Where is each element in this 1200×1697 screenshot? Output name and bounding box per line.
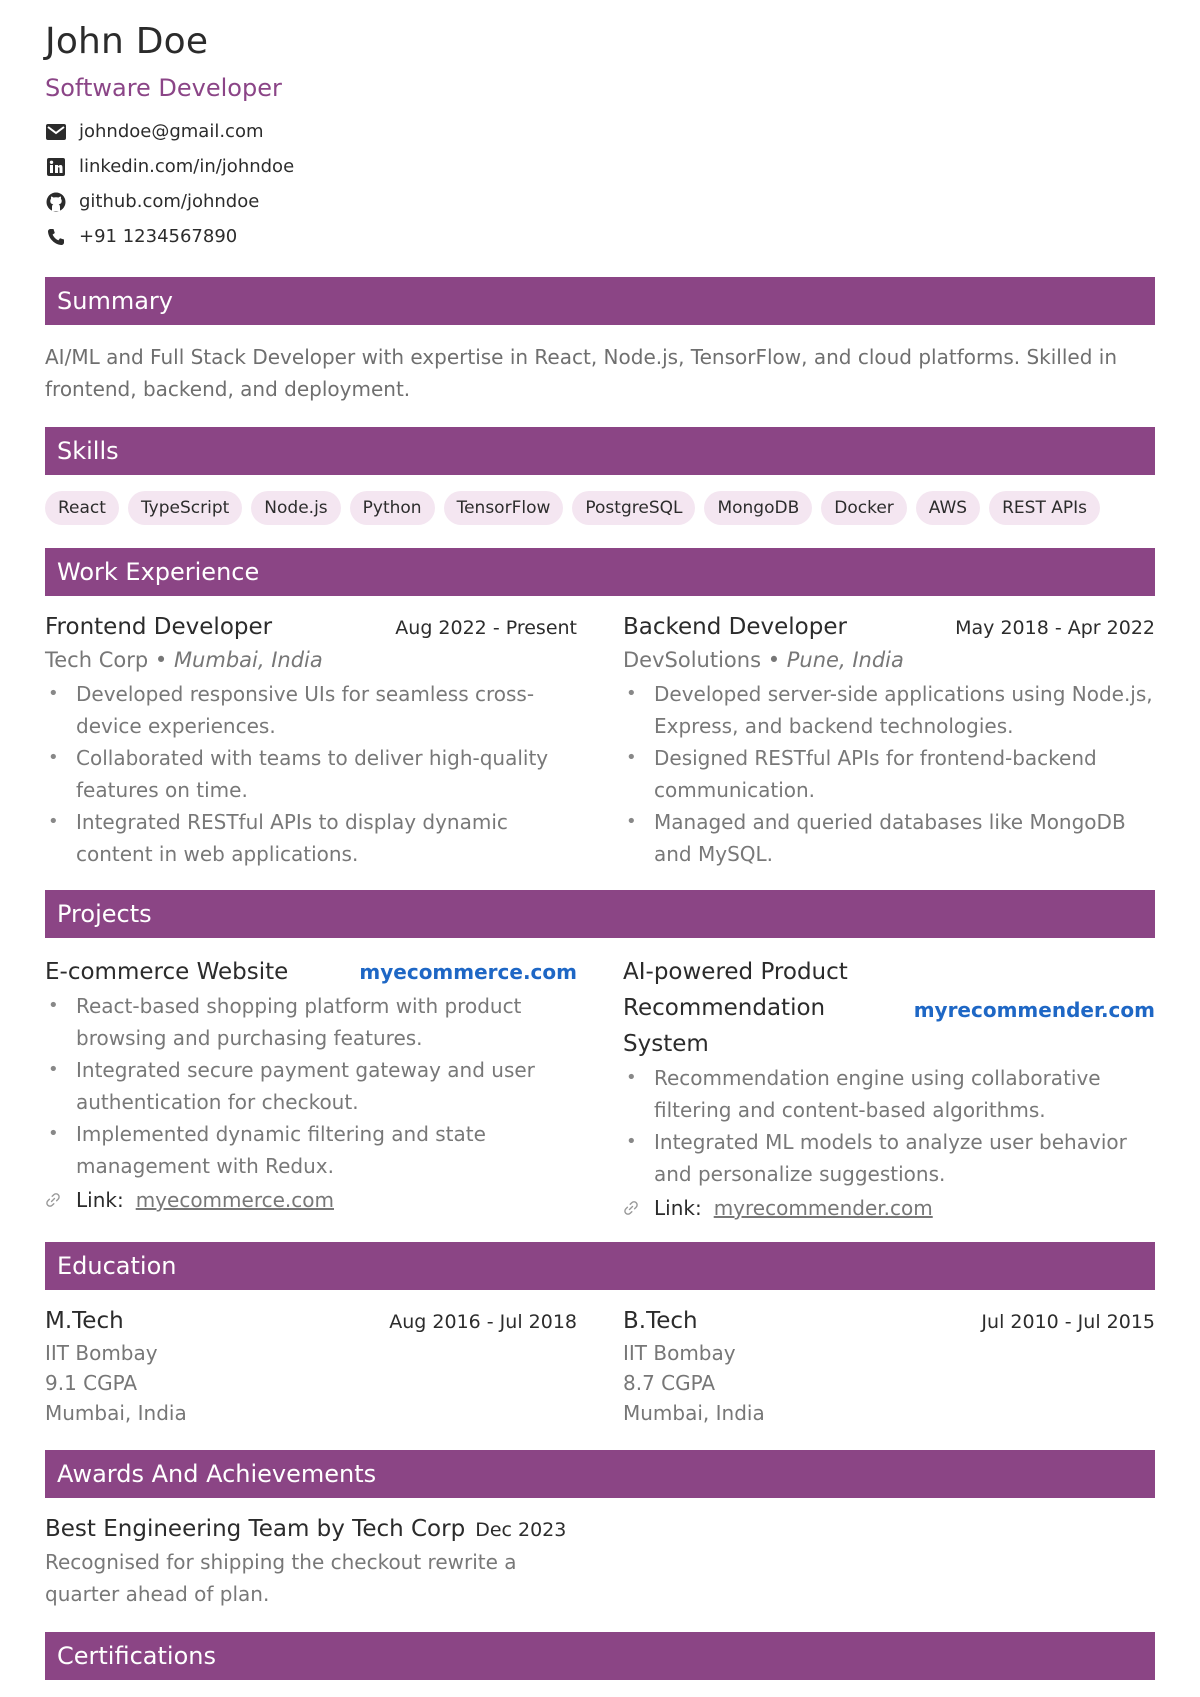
skills-list (45, 491, 1155, 525)
awards-heading: Awards And Achievements (45, 1450, 1155, 1498)
education-dates: Jul 2010 - Jul 2015 (981, 1311, 1155, 1333)
skill-chip: REST APIs (989, 491, 1100, 525)
education-dates: Aug 2016 - Jul 2018 (389, 1311, 577, 1333)
job-bullets (45, 678, 577, 870)
list-item: • React-based shopping platform with product browsing and purchasing features. (45, 990, 577, 1054)
project-link-row (623, 1196, 1155, 1220)
summary-text: AI/ML and Full Stack Developer with expertise in React, Node.js, TensorFlow, and cloud platforms. Skilled in frontend, backend, and deployment. (45, 345, 1117, 401)
education-list (45, 1308, 1155, 1428)
project-link-row (45, 1188, 577, 1212)
list-item: • Integrated ML models to analyze user behavior and personalize suggestions. (623, 1126, 1155, 1190)
job-entry (45, 614, 577, 870)
school: IIT Bombay (45, 1341, 158, 1365)
experience-heading: Work Experience (45, 548, 1155, 596)
list-item: • Collaborated with teams to deliver high-quality features on time. (45, 742, 577, 806)
skill-chip: TypeScript (128, 491, 242, 525)
skill-chip: AWS (916, 491, 980, 525)
job-title: Software Developer (45, 74, 282, 102)
list-item: • Implemented dynamic filtering and state management with Redux. (45, 1118, 577, 1182)
education-entry (45, 1308, 577, 1428)
list-item: • Developed server-side applications using Node.js, Express, and backend technologies. (623, 678, 1155, 742)
projects-list (45, 954, 1155, 1220)
award-entry (45, 1516, 1155, 1610)
contact-phone[interactable] (45, 219, 1155, 254)
skill-chip: PostgreSQL (572, 491, 695, 525)
link-icon (623, 1200, 641, 1216)
job-role: Backend Developer (623, 614, 847, 640)
list-item: • Developed responsive UIs for seamless cross-device experiences. (45, 678, 577, 742)
skills-heading: Skills (45, 427, 1155, 475)
list-item: • Designed RESTful APIs for frontend-backend communication. (623, 742, 1155, 806)
project-bullets (45, 990, 577, 1182)
job-company: DevSolutions (623, 648, 762, 672)
job-entry (623, 614, 1155, 870)
candidate-name: John Doe (45, 21, 209, 62)
job-bullets (623, 678, 1155, 870)
phone-icon (45, 226, 67, 248)
experience-list (45, 614, 1155, 870)
education-location: Mumbai, India (45, 1401, 187, 1425)
score: 8.7 CGPA (623, 1371, 716, 1395)
education-location: Mumbai, India (623, 1401, 765, 1425)
skill-chip: MongoDB (704, 491, 812, 525)
skill-chip: React (45, 491, 119, 525)
resume-page (45, 18, 1155, 1680)
project-url-link[interactable]: myecommerce.com (135, 1188, 334, 1212)
contact-linkedin[interactable] (45, 149, 1155, 184)
project-bullets (623, 1062, 1155, 1190)
job-company: Tech Corp (45, 648, 149, 672)
skill-chip: Docker (821, 491, 907, 525)
award-description: Recognised for shipping the checkout rewrite a quarter ahead of plan. (45, 1550, 517, 1606)
contact-phone-text: +91 1234567890 (79, 226, 238, 247)
project-entry (623, 954, 1155, 1220)
link-label: Link: (76, 1188, 124, 1212)
contact-github-text: github.com/johndoe (79, 191, 260, 212)
email-icon (45, 121, 67, 143)
list-item: • Integrated secure payment gateway and user authentication for checkout. (45, 1054, 577, 1118)
contact-email[interactable] (45, 114, 1155, 149)
project-url-link[interactable]: myrecommender.com (713, 1196, 933, 1220)
projects-heading: Projects (45, 890, 1155, 938)
list-item: • Integrated RESTful APIs to display dynamic content in web applications. (45, 806, 577, 870)
job-company-line: DevSolutions • Pune, India (623, 648, 904, 672)
degree: M.Tech (45, 1308, 124, 1334)
project-name: AI-powered Product Recommendation System (623, 959, 848, 1057)
project-entry (45, 954, 577, 1220)
link-label: Link: (654, 1196, 702, 1220)
job-dates: Aug 2022 - Present (395, 617, 577, 639)
job-dates: May 2018 - Apr 2022 (955, 617, 1155, 639)
certifications-heading: Certifications (45, 1632, 1155, 1680)
github-icon (45, 191, 67, 213)
degree: B.Tech (623, 1308, 698, 1334)
contact-list (45, 114, 1155, 254)
list-item: • Recommendation engine using collaborative filtering and content-based algorithms. (623, 1062, 1155, 1126)
job-location: Mumbai, India (173, 648, 323, 672)
link-icon (45, 1192, 63, 1208)
score: 9.1 CGPA (45, 1371, 138, 1395)
skill-chip: Python (350, 491, 435, 525)
project-link[interactable]: myecommerce.com (359, 960, 577, 984)
project-link[interactable]: myrecommender.com (913, 998, 1155, 1022)
contact-linkedin-text: linkedin.com/in/johndoe (79, 156, 295, 177)
skill-chip: Node.js (251, 491, 340, 525)
summary-heading: Summary (45, 277, 1155, 325)
award-date: Dec 2023 (475, 1519, 567, 1541)
project-name: E-commerce Website (45, 959, 289, 985)
contact-email-text: johndoe@gmail.com (79, 121, 264, 142)
job-role: Frontend Developer (45, 614, 273, 640)
list-item: • Managed and queried databases like MongoDB and MySQL. (623, 806, 1155, 870)
contact-github[interactable] (45, 184, 1155, 219)
skill-chip: TensorFlow (444, 491, 564, 525)
education-entry (623, 1308, 1155, 1428)
job-company-line: Tech Corp • Mumbai, India (45, 648, 323, 672)
school: IIT Bombay (623, 1341, 736, 1365)
linkedin-icon (45, 156, 67, 178)
education-heading: Education (45, 1242, 1155, 1290)
award-title: Best Engineering Team by Tech Corp (45, 1516, 466, 1542)
job-location: Pune, India (786, 648, 904, 672)
